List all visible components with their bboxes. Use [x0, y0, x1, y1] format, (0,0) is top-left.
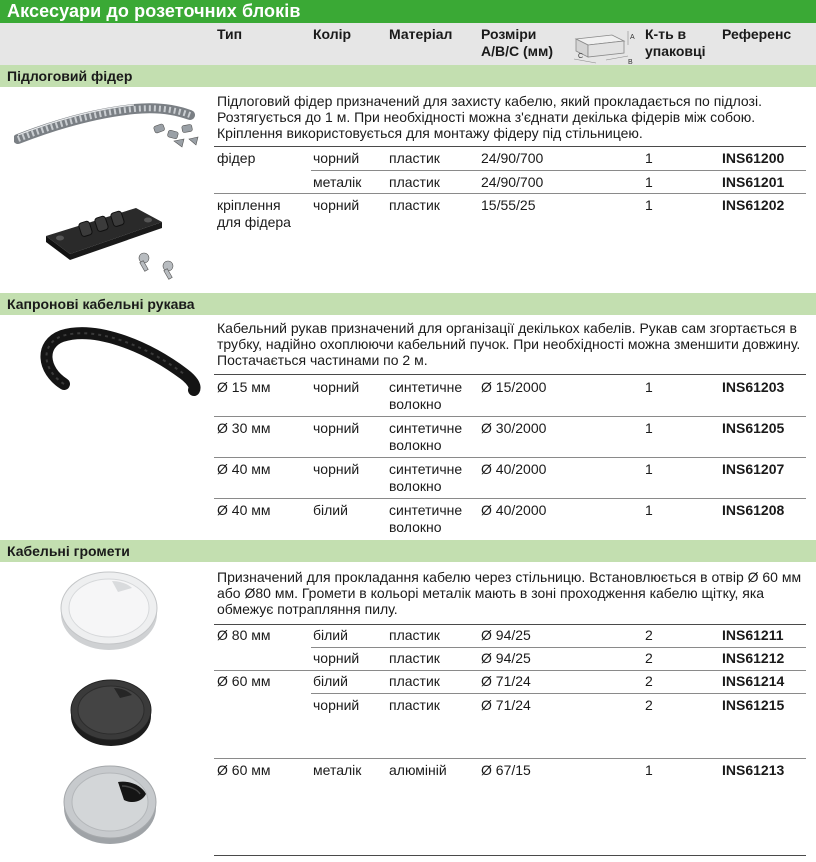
cell-ref: INS61203 — [722, 379, 785, 395]
cell-material: пластик — [389, 150, 440, 166]
dimension-a-label: A — [630, 34, 635, 41]
section-header-cable-sleeves — [0, 293, 816, 315]
cell-qty: 2 — [645, 650, 653, 666]
cell-ref: INS61215 — [722, 697, 785, 713]
row-divider — [214, 193, 806, 194]
cell-size: Ø 67/15 — [481, 762, 531, 778]
cell-ref: INS61207 — [722, 461, 785, 477]
dimension-b-label: B — [628, 59, 633, 65]
cell-material-line2: волокно — [389, 519, 442, 535]
cell-size: Ø 15/2000 — [481, 379, 547, 395]
column-header-qty-line1: К-ть в — [645, 26, 687, 42]
column-header-size-line2: A/B/C (мм) — [481, 43, 554, 59]
grommet-description: Призначений для прокладання кабелю через стільницю. Встановлюється в отвір Ø 60 мм або Ø80 мм. Громети в кольорі металік мають в зоні проходження кабелю щітку, яка обмежує потрапляння пилу. — [217, 569, 802, 617]
cell-size: Ø 40/2000 — [481, 461, 547, 477]
cell-ref: INS61205 — [722, 420, 785, 436]
cell-qty: 1 — [645, 420, 653, 436]
cell-size: Ø 40/2000 — [481, 502, 547, 518]
black-grommet-image — [66, 672, 156, 748]
cell-ref: INS61208 — [722, 502, 785, 518]
cell-material: пластик — [389, 650, 440, 666]
cell-type: Ø 60 мм — [217, 762, 271, 778]
column-header-color: Колір — [313, 26, 352, 42]
row-divider — [214, 624, 806, 625]
dimension-c-label: C — [578, 53, 584, 60]
cell-ref: INS61211 — [722, 627, 784, 643]
cell-qty: 1 — [645, 197, 653, 213]
cell-ref: INS61212 — [722, 650, 785, 666]
box-dimensions-icon — [566, 25, 642, 65]
cell-material: пластик — [389, 174, 440, 190]
cell-size: Ø 94/25 — [481, 627, 531, 643]
row-divider — [311, 647, 806, 648]
row-divider — [214, 498, 806, 499]
row-divider — [311, 170, 806, 171]
cell-material-line1: синтетичне — [389, 420, 463, 436]
cell-type: Ø 30 мм — [217, 420, 271, 436]
cell-material: пластик — [389, 673, 440, 689]
column-header-type: Тип — [217, 26, 243, 42]
row-divider — [214, 457, 806, 458]
cell-material: алюміній — [389, 762, 447, 778]
cell-size: Ø 94/25 — [481, 650, 531, 666]
row-divider — [214, 670, 806, 671]
cell-material-line1: синтетичне — [389, 502, 463, 518]
column-header-band — [0, 23, 816, 65]
cell-material-line2: волокно — [389, 478, 442, 494]
cell-size: Ø 71/24 — [481, 697, 531, 713]
section-header-grommets — [0, 540, 816, 562]
cell-qty: 2 — [645, 673, 653, 689]
cell-color: чорний — [313, 461, 360, 477]
cell-material-line1: синтетичне — [389, 461, 463, 477]
cell-type-line2: для фідера — [217, 214, 291, 230]
cell-qty: 1 — [645, 461, 653, 477]
cell-type: фідер — [217, 150, 256, 166]
cell-color: чорний — [313, 379, 360, 395]
section-title: Кабельні громети — [7, 543, 130, 559]
cell-color: білий — [313, 627, 348, 643]
cell-color: чорний — [313, 150, 360, 166]
cell-qty: 2 — [645, 627, 653, 643]
column-header-material: Матеріал — [389, 26, 453, 42]
cell-material: пластик — [389, 627, 440, 643]
row-divider — [214, 374, 806, 375]
cell-material: пластик — [389, 697, 440, 713]
cell-color: чорний — [313, 197, 360, 213]
cell-type: Ø 40 мм — [217, 461, 271, 477]
cell-type: Ø 15 мм — [217, 379, 271, 395]
cell-color: білий — [313, 502, 348, 518]
metallic-grommet-image — [58, 758, 162, 850]
page-title: Аксесуари до розеточних блоків — [7, 1, 301, 21]
cell-ref: INS61201 — [722, 174, 785, 190]
row-divider — [214, 146, 806, 147]
feeder-bracket-image — [40, 198, 190, 280]
cell-size: 15/55/25 — [481, 197, 536, 213]
section-title: Підлоговий фідер — [7, 68, 133, 84]
cell-type-line1: кріплення — [217, 197, 281, 213]
cell-color: білий — [313, 673, 348, 689]
column-header-size — [481, 26, 553, 60]
cell-material-line1: синтетичне — [389, 379, 463, 395]
cell-qty: 1 — [645, 502, 653, 518]
page-title-bar — [0, 0, 816, 23]
cell-type: Ø 40 мм — [217, 502, 271, 518]
row-divider — [214, 758, 806, 759]
cell-qty: 2 — [645, 697, 653, 713]
cell-color: металік — [313, 762, 362, 778]
cable-sleeve-description: Кабельний рукав призначений для організації декількох кабелів. Рукав сам згортається в трубку, надійно охоплюючи кабельний пучок. При необхідності можна зменшити довжину. Постачається частинами по 2 м. — [217, 320, 801, 368]
cell-qty: 1 — [645, 150, 653, 166]
cell-type: Ø 80 мм — [217, 627, 271, 643]
row-divider — [214, 416, 806, 417]
cell-qty: 1 — [645, 762, 653, 778]
cell-size: 24/90/700 — [481, 150, 544, 166]
cell-type: Ø 60 мм — [217, 673, 271, 689]
floor-feeder-description: Підлоговий фідер призначений для захисту кабелю, який прокладається по підлозі. Розтягується до 1 м. При необхідності можна з'єднати декілька фідерів між собою. Кріплення використовується для монтажу фідеру під стільницею. — [217, 93, 762, 141]
cell-color: металік — [313, 174, 362, 190]
cell-material-line2: волокно — [389, 396, 442, 412]
cell-ref: INS61202 — [722, 197, 785, 213]
row-divider — [214, 855, 806, 856]
cable-sleeve-image — [34, 322, 204, 402]
cell-size: Ø 71/24 — [481, 673, 531, 689]
cell-ref: INS61200 — [722, 150, 785, 166]
cell-ref: INS61213 — [722, 762, 785, 778]
cell-color: чорний — [313, 420, 360, 436]
floor-feeder-image — [14, 95, 204, 155]
column-header-qty — [645, 26, 706, 60]
row-divider — [311, 693, 806, 694]
cell-material: пластик — [389, 197, 440, 213]
section-header-floor-feeder — [0, 65, 816, 87]
column-header-size-line1: Розміри — [481, 26, 537, 42]
white-grommet-image — [56, 568, 162, 652]
cell-size: Ø 30/2000 — [481, 420, 547, 436]
column-header-ref: Референс — [722, 26, 792, 42]
cell-size: 24/90/700 — [481, 174, 544, 190]
cell-color: чорний — [313, 697, 360, 713]
cell-color: чорний — [313, 650, 360, 666]
section-title: Капронові кабельні рукава — [7, 296, 195, 312]
cell-qty: 1 — [645, 379, 653, 395]
cell-ref: INS61214 — [722, 673, 785, 689]
cell-qty: 1 — [645, 174, 653, 190]
cell-material-line2: волокно — [389, 437, 442, 453]
column-header-qty-line2: упаковці — [645, 43, 706, 59]
